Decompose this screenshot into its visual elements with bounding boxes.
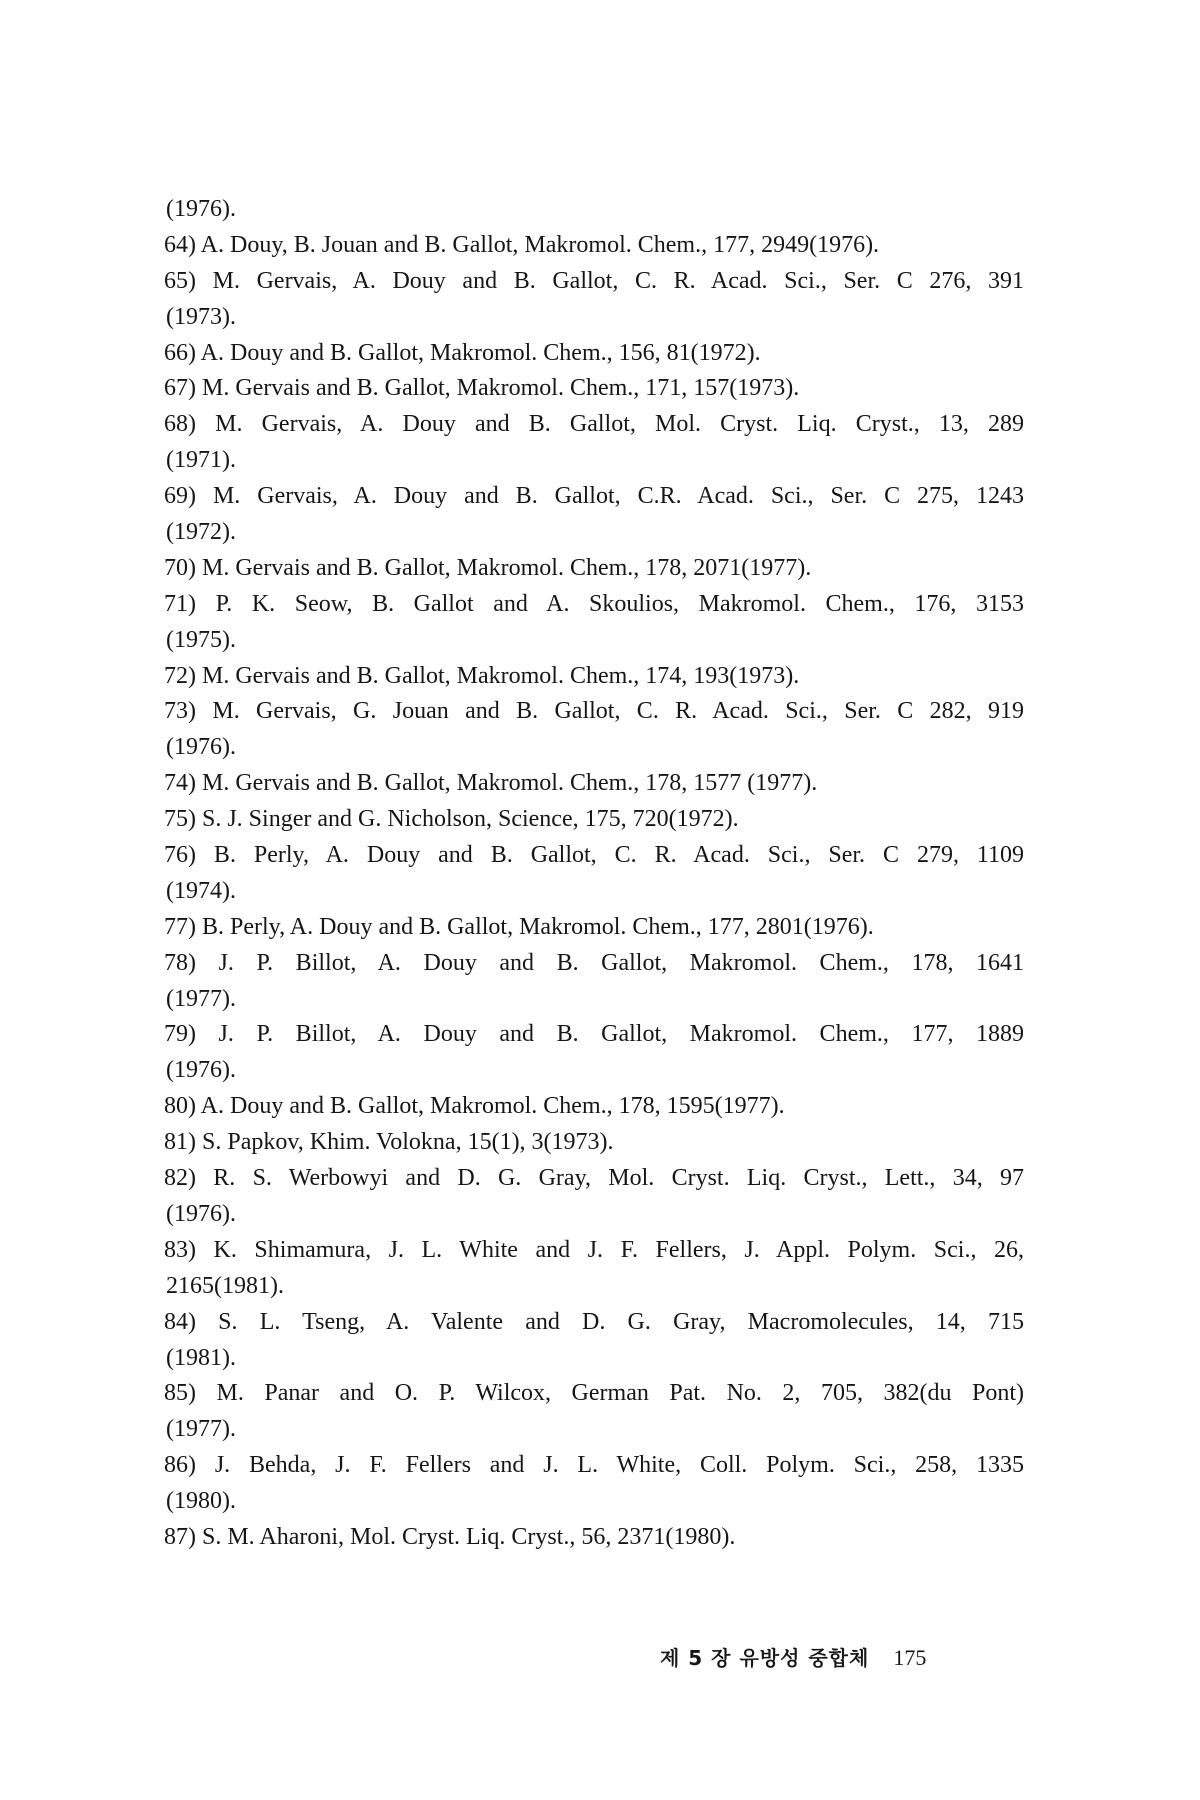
reference-line: (1972). [166, 519, 236, 546]
reference-line: (1973). [166, 303, 236, 330]
reference-line: (1976). [166, 734, 236, 761]
reference-line: (1981). [166, 1344, 236, 1371]
reference-line: 83) K. Shimamura, J. L. White and J. F. Fellers, J. Appl. Polym. Sci., 26, [164, 1236, 1024, 1263]
reference-line: (1976). [166, 1200, 236, 1227]
reference-line: (1976). [166, 1057, 236, 1084]
reference-line: 67) M. Gervais and B. Gallot, Makromol. Chem., 171, 157(1973). [164, 375, 800, 402]
reference-line: (1980). [166, 1488, 236, 1515]
reference-line: 77) B. Perly, A. Douy and B. Gallot, Makromol. Chem., 177, 2801(1976). [164, 913, 874, 940]
reference-line: (1977). [166, 1416, 236, 1443]
page-number: 175 [893, 1645, 927, 1670]
reference-line: (1974). [166, 877, 236, 904]
reference-list [164, 192, 1024, 1556]
reference-line: 87) S. M. Aharoni, Mol. Cryst. Liq. Cryst., 56, 2371(1980). [164, 1523, 736, 1550]
reference-line: 66) A. Douy and B. Gallot, Makromol. Chem., 156, 81(1972). [164, 339, 761, 366]
reference-line: 2165(1981). [166, 1272, 284, 1299]
reference-line: (1977). [166, 985, 236, 1012]
page-footer [660, 1640, 1020, 1676]
reference-line: 74) M. Gervais and B. Gallot, Makromol. Chem., 178, 1577 (1977). [164, 770, 818, 797]
reference-line: 80) A. Douy and B. Gallot, Makromol. Chem., 178, 1595(1977). [164, 1093, 785, 1120]
reference-line: 68) M. Gervais, A. Douy and B. Gallot, Mol. Cryst. Liq. Cryst., 13, 289 [164, 411, 1024, 438]
reference-line: 64) A. Douy, B. Jouan and B. Gallot, Makromol. Chem., 177, 2949(1976). [164, 231, 880, 258]
reference-line: (1971). [166, 447, 236, 474]
reference-line: 81) S. Papkov, Khim. Volokna, 15(1), 3(1973). [164, 1129, 614, 1156]
reference-line: 71) P. K. Seow, B. Gallot and A. Skoulios, Makromol. Chem., 176, 3153 [164, 590, 1024, 617]
reference-line: 79) J. P. Billot, A. Douy and B. Gallot, Makromol. Chem., 177, 1889 [164, 1021, 1024, 1048]
reference-line: 69) M. Gervais, A. Douy and B. Gallot, C.R. Acad. Sci., Ser. C 275, 1243 [164, 483, 1024, 510]
chapter-title: 제 5 장 유방성 중합체 [660, 1646, 870, 1670]
reference-line: 82) R. S. Werbowyi and D. G. Gray, Mol. Cryst. Liq. Cryst., Lett., 34, 97 [164, 1165, 1024, 1192]
reference-line: 65) M. Gervais, A. Douy and B. Gallot, C. R. Acad. Sci., Ser. C 276, 391 [164, 267, 1024, 294]
reference-line: (1975). [166, 626, 236, 653]
reference-line: 85) M. Panar and O. P. Wilcox, German Pat. No. 2, 705, 382(du Pont) [164, 1380, 1024, 1407]
reference-line: 84) S. L. Tseng, A. Valente and D. G. Gray, Macromolecules, 14, 715 [164, 1308, 1024, 1335]
reference-line: 72) M. Gervais and B. Gallot, Makromol. Chem., 174, 193(1973). [164, 662, 800, 689]
reference-line: 86) J. Behda, J. F. Fellers and J. L. White, Coll. Polym. Sci., 258, 1335 [164, 1452, 1024, 1479]
reference-line: (1976). [166, 196, 236, 222]
reference-line: 75) S. J. Singer and G. Nicholson, Science, 175, 720(1972). [164, 806, 739, 833]
reference-line: 73) M. Gervais, G. Jouan and B. Gallot, C. R. Acad. Sci., Ser. C 282, 919 [164, 698, 1024, 725]
reference-line: 76) B. Perly, A. Douy and B. Gallot, C. R. Acad. Sci., Ser. C 279, 1109 [164, 842, 1024, 869]
reference-line: 78) J. P. Billot, A. Douy and B. Gallot, Makromol. Chem., 178, 1641 [164, 949, 1024, 976]
reference-line: 70) M. Gervais and B. Gallot, Makromol. Chem., 178, 2071(1977). [164, 554, 812, 581]
